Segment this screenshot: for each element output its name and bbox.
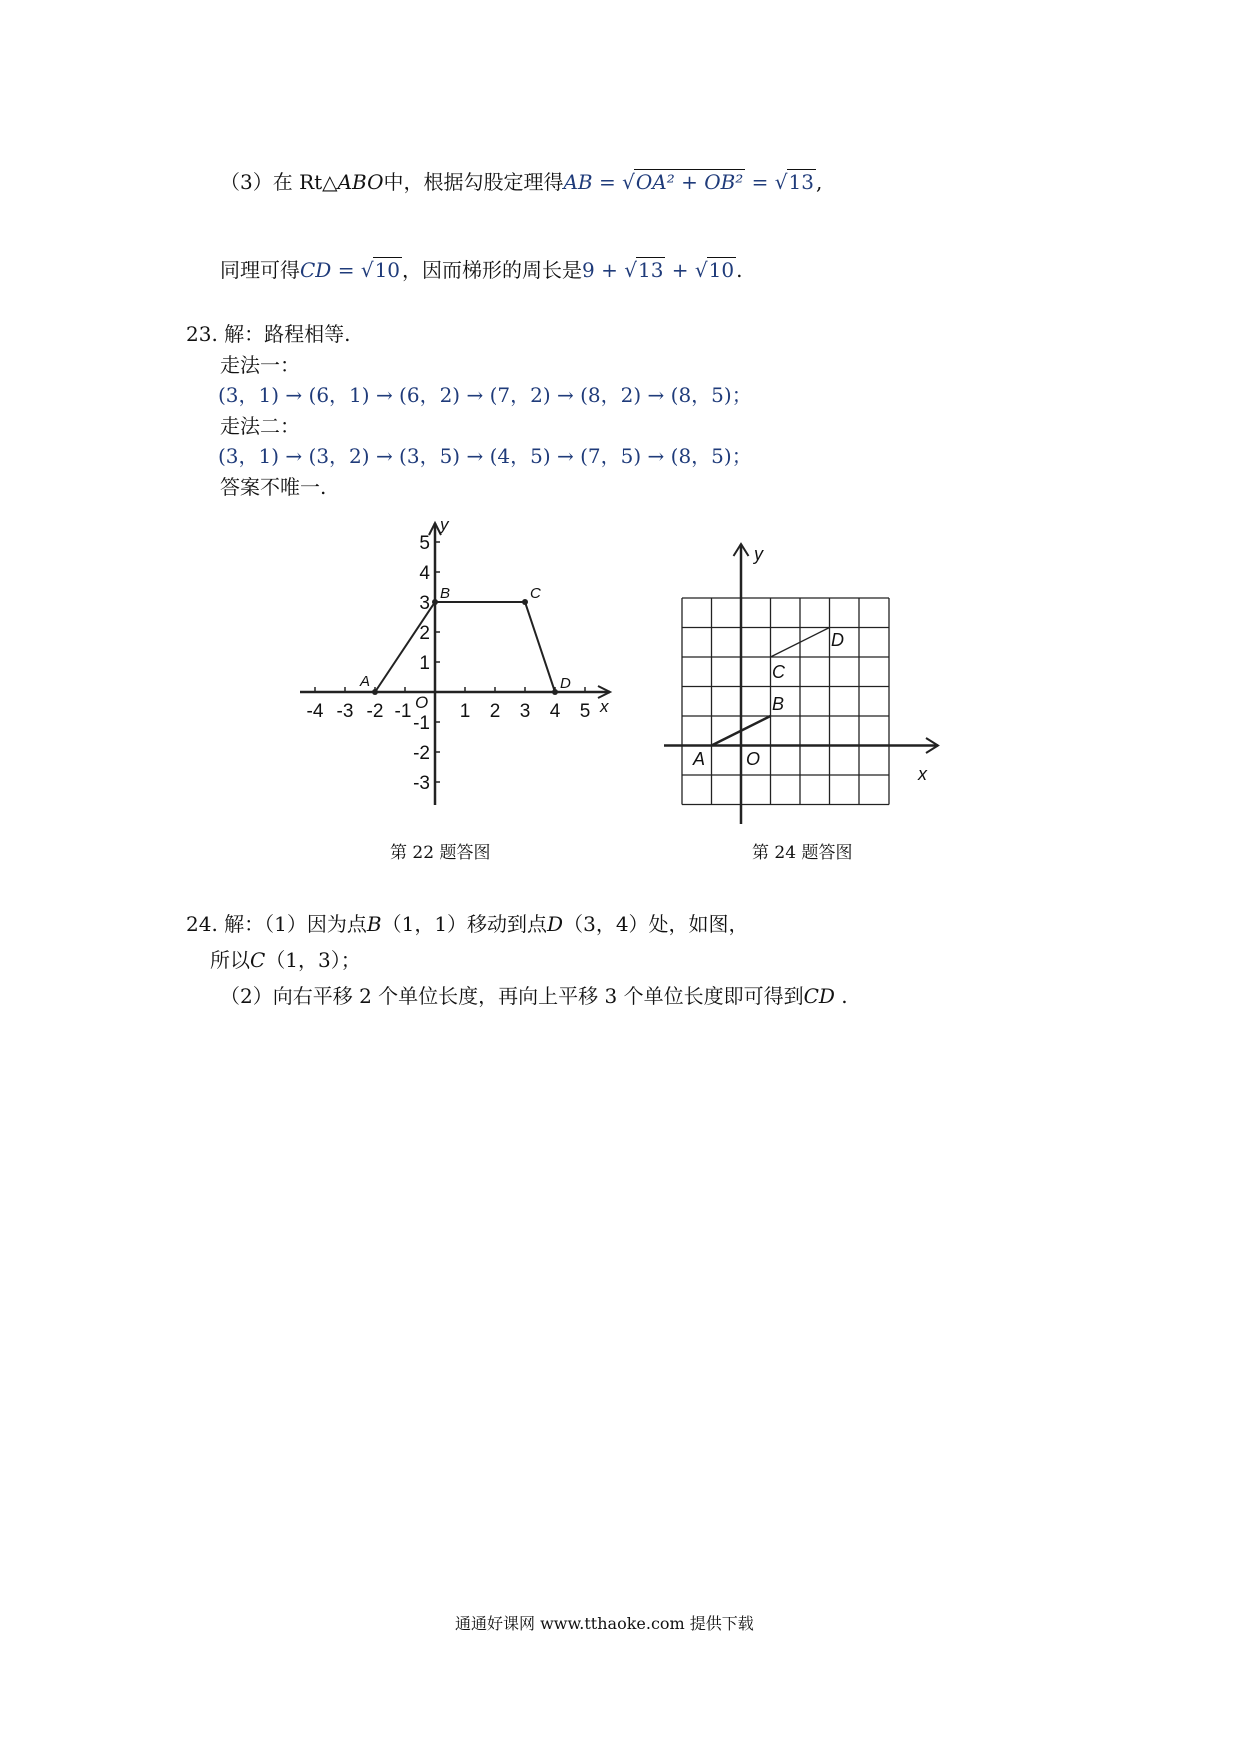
q22-triangle: ABO [337,170,384,194]
q23-way2-path: (3，1) → (3，2) → (3，5) → (4，5) → (7，5) → (8，5)； [218,444,752,468]
fig22-ytick: 3 [419,593,430,614]
q22-cd-lhs: CD = [300,258,361,282]
fig22-xtick: -1 [394,701,412,722]
fig24-label-a: A [693,749,706,769]
fig24-axis-x-label: x [918,764,927,784]
q22-perim-rad2: 10 [708,258,735,282]
q24-point-b: B [366,912,382,936]
q23-way1-path: (3，1) → (6，1) → (6，2) → (7，2) → (8，2) → (8，5)； [218,383,752,407]
fig22-ytick: 5 [419,533,430,554]
fig22-point-c [522,599,528,605]
page-footer: 通通好课网 www.tthaoke.com 提供下载 [455,1614,754,1633]
q22-part3-prefix: （3）在 Rt△ [220,170,338,194]
q24-line3-end: . [834,984,848,1008]
fig22-point-d [552,689,558,695]
fig24-label-b: B [772,694,785,714]
fig22-xtick: 2 [489,701,501,722]
q22-perim-end: . [736,258,743,282]
fig22-xtick: -2 [366,701,384,722]
q22-perim-rad1: 13 [637,258,664,282]
q22-part3-mid: 中，根据勾股定理得 [383,170,564,194]
fig24-label-d: D [831,630,844,650]
fig22-xtick: -4 [306,701,324,722]
fig24-origin-label: O [746,749,761,769]
fig22-xtick: 4 [549,701,561,722]
fig22-label-a: A [360,673,371,690]
fig22-axis-y-label: y [440,515,449,534]
fig22-xtick: 1 [459,701,471,722]
fig22-xtick: 3 [519,701,531,722]
fig22-label-d: D [560,675,571,692]
q24-line2 [210,946,361,974]
q24-line2-prefix: 所以 [210,948,250,972]
fig22-axis-x-label: x [600,697,609,716]
fig22-ytick: -2 [413,743,430,764]
q23-note: 答案不唯一. [220,475,327,499]
q22-ab-radicand: OA² + OB² [635,170,744,194]
q24-d-coords: （3，4）处，如图， [563,912,749,936]
q23-heading: 23. 解：路程相等. [186,322,351,346]
q22-cd-prefix: 同理可得 [220,258,300,282]
q22-cd-line: 同理可得CD = √10 ，因而梯形的周长是9 + √13 + √10 . [220,258,743,282]
fig22-label-b: B [440,585,451,602]
fig22-ytick: 4 [419,563,430,584]
fig22-ytick: 1 [419,653,430,674]
fig22-coordinate-plane [290,515,620,815]
q22-perim-plus: + [665,258,695,282]
fig22-point-a [372,689,378,695]
q22-perim-a: 9 + [582,258,625,282]
q22-part3-line: （3）在 Rt△ABO中，根据勾股定理得AB = √OA² + OB² = √13 , [220,170,823,194]
q23-way1-label: 走法一： [220,353,300,377]
fig24-axis-y-label: y [754,544,763,564]
q22-ab-lhs: AB = [563,170,623,194]
fig22-point-b [432,599,438,605]
fig22-ytick: 2 [419,623,430,644]
q22-cd-mid: ，因而梯形的周长是 [402,258,583,282]
fig24-grid-plane [660,540,950,830]
q24-line3-text: （2）向右平移 2 个单位长度，再向上平移 3 个单位长度即可得到 [220,984,804,1008]
q22-cd-radicand: 10 [374,258,401,282]
q23-way2-label: 走法二： [220,414,300,438]
q24-line3 [220,982,848,1010]
q22-ab-eq: = [745,170,775,194]
q22-ab-tail: , [816,170,823,194]
q24-segment-cd: CD [803,984,835,1008]
q24-line1-prefix: 24. 解：（1）因为点 [186,912,367,936]
fig22-label-c: C [530,585,541,602]
q24-b-coords: （1，1）移动到点 [381,912,548,936]
fig22-caption: 第 22 题答图 [390,843,491,863]
fig22-origin-label: O [415,693,429,712]
fig22-ytick: -3 [413,773,430,794]
q22-ab-result: 13 [788,170,814,194]
fig24-label-c: C [772,662,785,682]
fig22-xtick: 5 [579,701,591,722]
q24-point-d: D [547,912,564,936]
fig22-trapezoid [375,602,555,692]
q24-point-c: C [250,948,266,972]
q24-line1 [186,910,749,938]
fig22-ytick: -1 [413,713,430,734]
fig22-xtick: -3 [336,701,354,722]
fig24-caption: 第 24 题答图 [752,843,853,863]
q24-c-coords: （1，3）； [265,948,361,972]
